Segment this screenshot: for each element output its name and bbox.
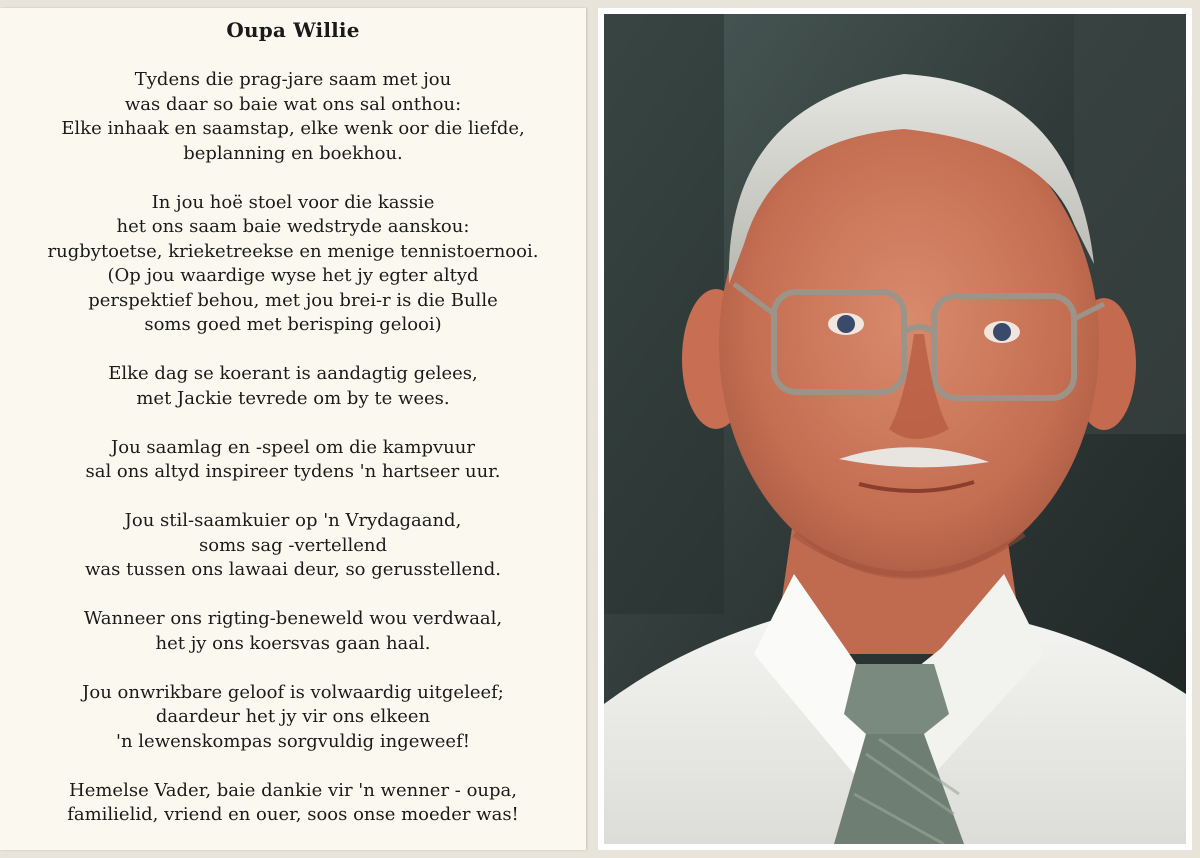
poem-line: Jou saamlag en -speel om die kampvuur — [111, 436, 475, 458]
poem-line: soms goed met berisping gelooi) — [144, 314, 442, 335]
portrait-illustration — [604, 14, 1186, 844]
poem-line: daardeur het jy vir ons elkeen — [155, 706, 431, 727]
poem-line: Hemelse Vader, baie dankie vir 'n wenner - oupa, — [69, 779, 517, 801]
poem-card — [0, 8, 586, 850]
poem-line: beplanning en boekhou. — [183, 142, 403, 164]
poem-line: 'n lewenskompas sorgvuldig ingeweef! — [116, 730, 470, 752]
poem-line: Elke dag se koerant is aandagtig gelees, — [108, 363, 478, 384]
stanza-7 — [0, 681, 586, 755]
poem-line: sal ons altyd inspireer tydens 'n hartseer uur. — [85, 461, 501, 482]
poem-line: met Jackie tevrede om by te wees. — [136, 387, 450, 409]
stanza-1 — [0, 68, 586, 166]
portrait-photo — [604, 14, 1186, 844]
poem-line: was tussen ons lawaai deur, so gerusstellend. — [85, 559, 501, 580]
poem-line: familielid, vriend en ouer, soos onse moeder was! — [67, 804, 519, 825]
poem-line: Tydens die prag-jare saam met jou — [134, 69, 452, 90]
poem-line: Jou onwrikbare geloof is volwaardig uitgeleef; — [82, 681, 504, 703]
poem-line: het ons saam baie wedstryde aanskou: — [116, 216, 470, 237]
poem-line: Elke inhaak en saamstap, elke wenk oor die liefde, — [61, 118, 525, 139]
stanza-8 — [0, 779, 586, 828]
poem-line: perspektief behou, met jou brei-r is die Bulle — [88, 289, 498, 311]
stanza-5 — [0, 509, 586, 583]
stanza-3 — [0, 362, 586, 411]
photo-frame — [598, 8, 1192, 850]
stanza-4 — [0, 436, 586, 485]
stanza-2 — [0, 191, 586, 338]
poem-title: Oupa Willie — [226, 18, 360, 42]
poem-line: het jy ons koersvas gaan haal. — [155, 632, 431, 654]
poem-line: (Op jou waardige wyse het jy egter altyd — [107, 265, 479, 286]
poem-line: rugbytoetse, krieketreekse en menige tennistoernooi. — [47, 240, 539, 262]
stanza-6 — [0, 607, 586, 656]
poem-line: Jou stil-saamkuier op 'n Vrydagaand, — [124, 510, 462, 531]
poem-line: soms sag -vertellend — [199, 534, 387, 556]
poem-line: In jou hoë stoel voor die kassie — [151, 191, 435, 213]
poem-line: was daar so baie wat ons sal onthou: — [124, 93, 462, 115]
poem-line: Wanneer ons rigting-beneweld wou verdwaal, — [83, 608, 503, 629]
